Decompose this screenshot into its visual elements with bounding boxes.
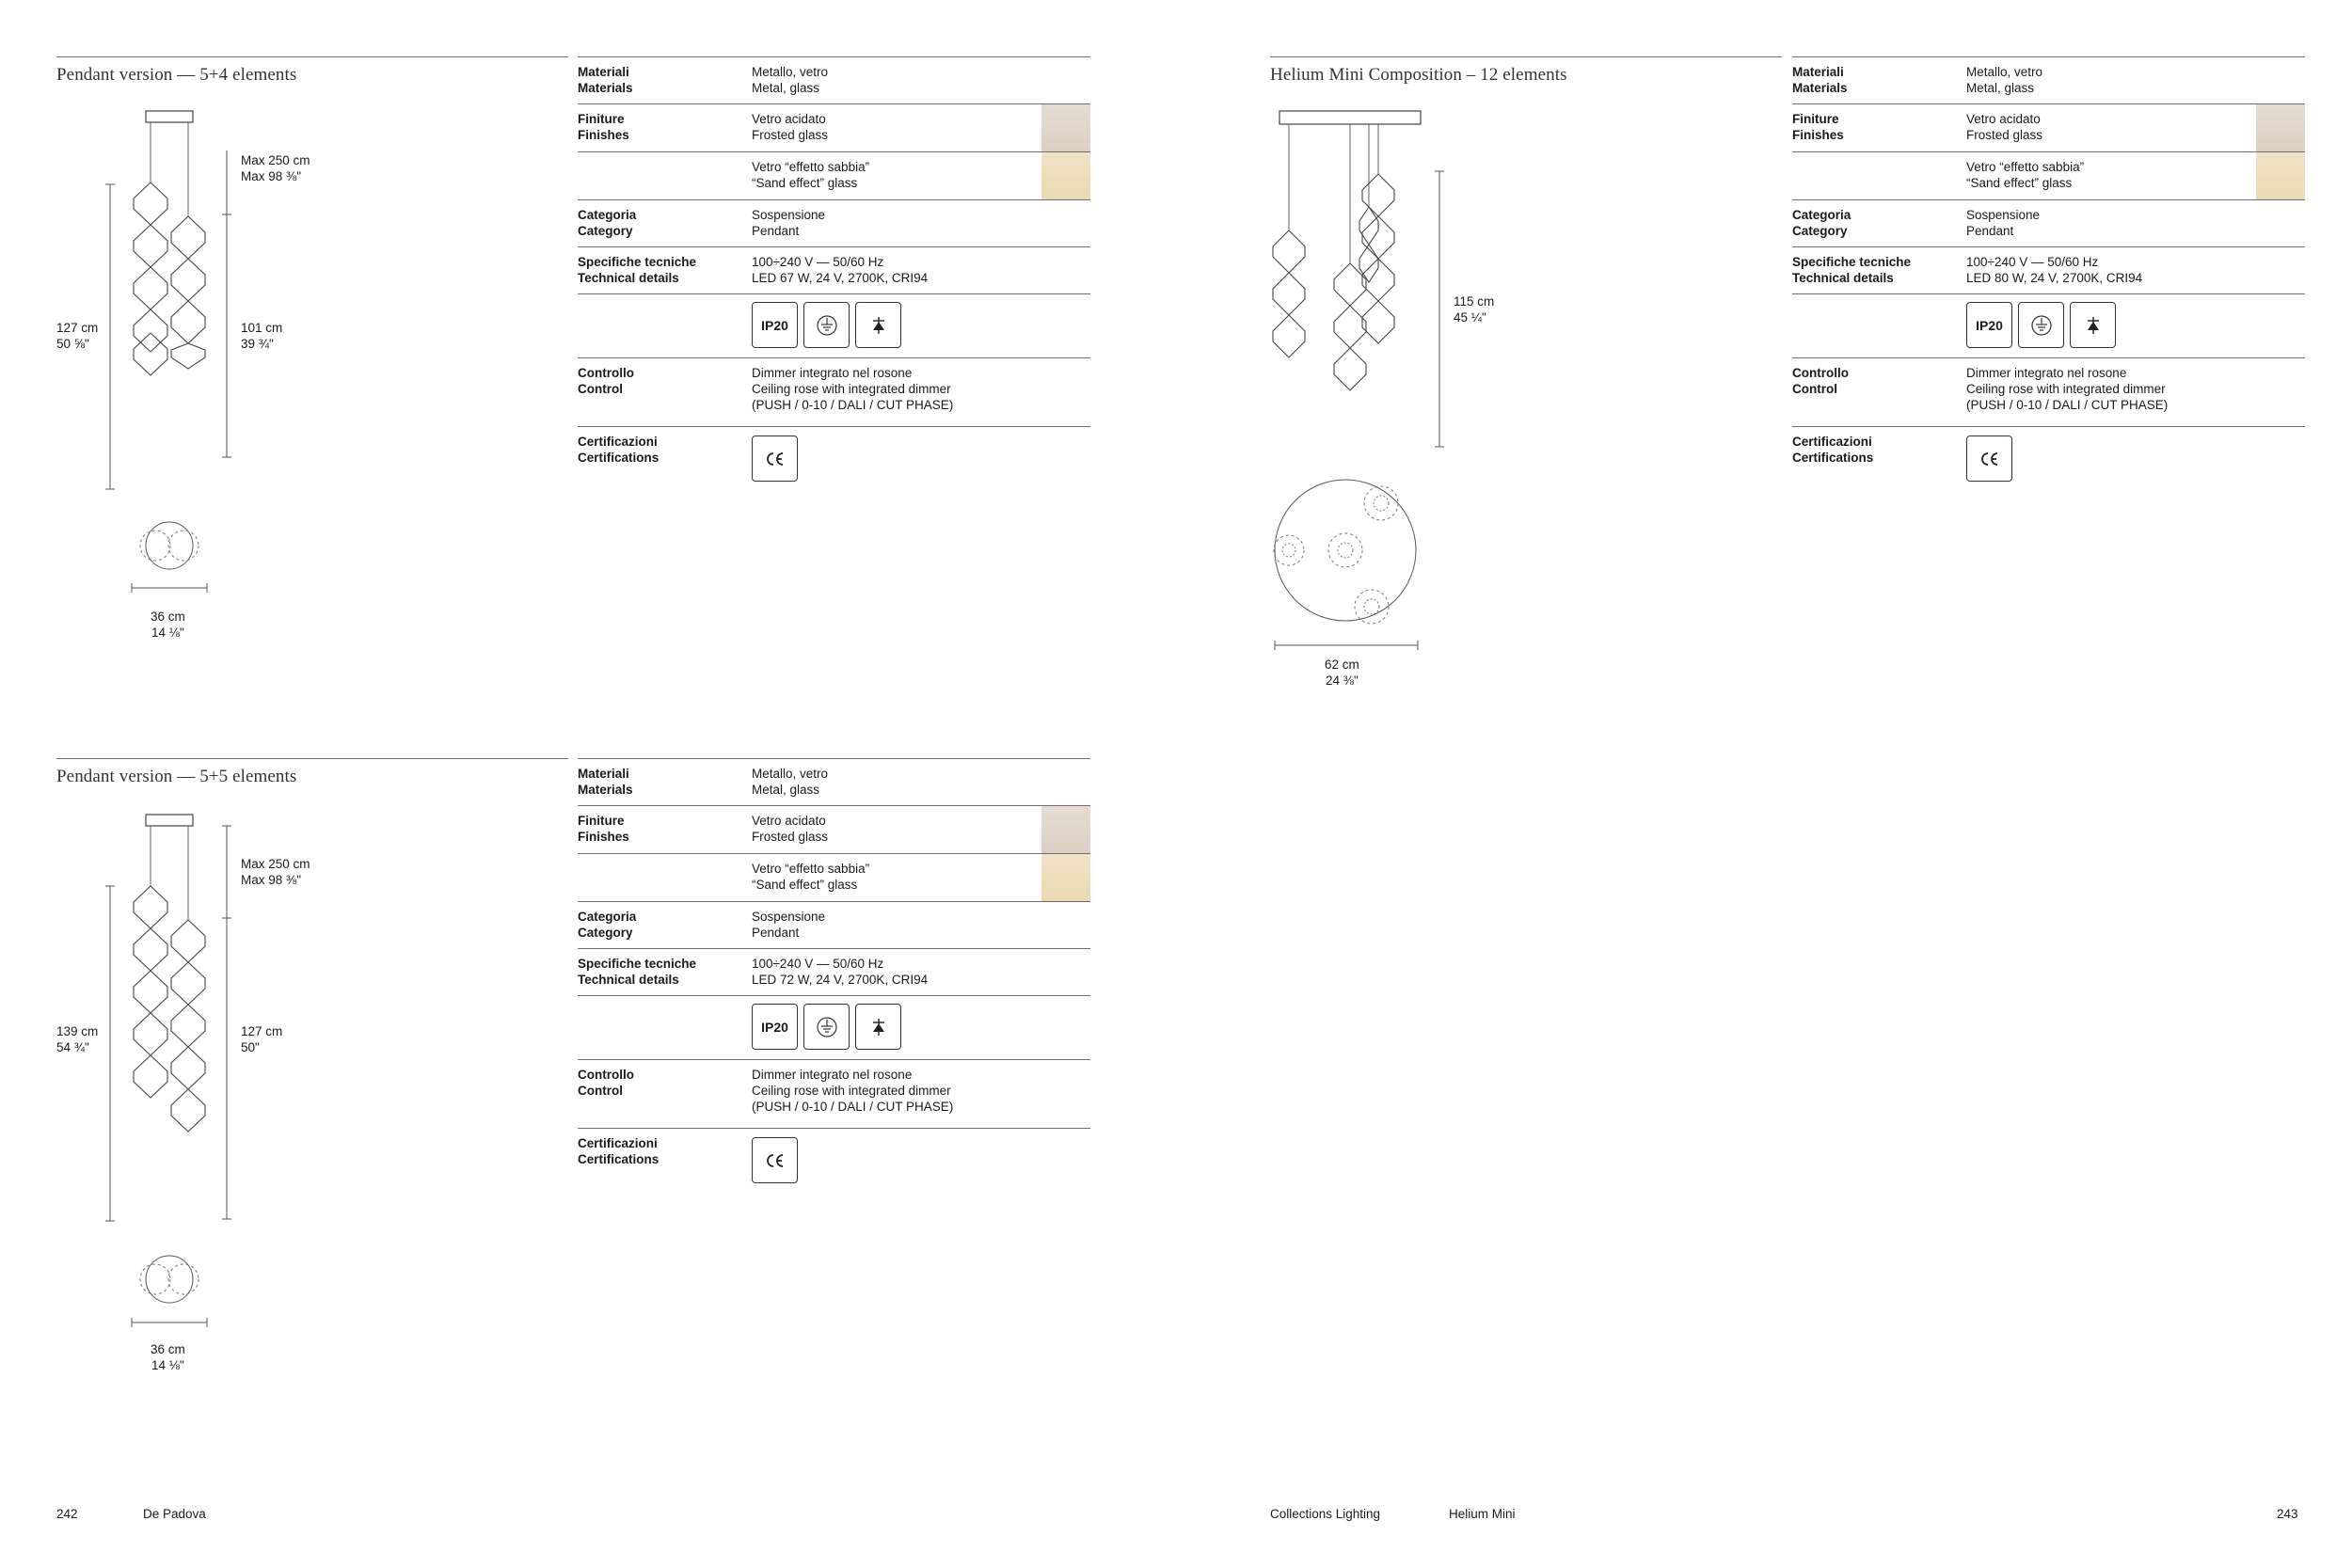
row-control: Controllo Control Dimmer integrato nel rosone Ceiling rose with integrated dimmer (PUSH / 0-10 / DALI / CUT PHASE) <box>1792 357 2305 426</box>
section-header-composition <box>1270 56 1782 86</box>
dimmable-icon <box>855 1004 901 1050</box>
row-icons <box>1792 293 2305 357</box>
row-materials: Materiali Materials Metallo, vetro Metal, glass <box>578 758 1090 805</box>
plan-view-5-4 <box>127 517 212 597</box>
ground-symbol-icon <box>2018 302 2064 348</box>
swatch-frosted <box>1041 806 1090 853</box>
footer-brand: De Padova <box>143 1507 206 1521</box>
ip20-icon: IP20 <box>1966 302 2012 348</box>
dim-width: 36 cm 14 ⅛" <box>151 1342 185 1372</box>
row-finishes-2: Vetro “effetto sabbia” “Sand effect” glass <box>578 853 1090 901</box>
footer-section: Collections Lighting <box>1270 1507 1381 1521</box>
row-category: Categoria Category Sospensione Pendant <box>578 901 1090 948</box>
row-materials: Materiali Materials Metallo, vetro Metal, glass <box>578 56 1090 103</box>
row-finishes-2: Vetro “effetto sabbia” “Sand effect” glass <box>1792 151 2305 199</box>
row-category: Categoria Category Sospensione Pendant <box>1792 199 2305 246</box>
ip20-icon: IP20 <box>752 1004 798 1050</box>
dim-width: 62 cm 24 ⅜" <box>1325 657 1359 688</box>
row-category: Categoria Category Sospensione Pendant <box>578 199 1090 246</box>
dim-right-height: 101 cm 39 ¾" <box>241 321 283 351</box>
row-control: Controllo Control Dimmer integrato nel rosone Ceiling rose with integrated dimmer (PUSH / 0-10 / DALI / CUT PHASE) <box>578 357 1090 426</box>
dim-height: 115 cm 45 ¼" <box>1454 294 1495 325</box>
dim-left-height: 139 cm 54 ¾" <box>56 1024 99 1054</box>
ce-mark-icon <box>1966 436 2012 482</box>
dimension-lines-5-4 <box>103 150 245 499</box>
spec-table-5-5 <box>578 758 1090 1193</box>
swatch-frosted <box>1041 104 1090 151</box>
row-icons <box>578 995 1090 1059</box>
dimmable-icon <box>855 302 901 348</box>
dimension-lines-5-5 <box>103 818 245 1232</box>
row-finishes: Finiture Finishes Vetro acidato Frosted glass <box>578 103 1090 151</box>
section-header-5-4 <box>56 56 568 86</box>
spec-table-composition <box>1792 56 2305 491</box>
row-technical: Specifiche tecniche Technical details 100÷240 V — 50/60 Hz LED 80 W, 24 V, 2700K, CRI94 <box>1792 246 2305 293</box>
row-technical: Specifiche tecniche Technical details 100÷240 V — 50/60 Hz LED 72 W, 24 V, 2700K, CRI94 <box>578 948 1090 995</box>
swatch-frosted <box>2256 104 2305 151</box>
section-title: Pendant version — 5+4 elements <box>56 65 297 85</box>
dim-total: Max 250 cm Max 98 ⅜" <box>241 857 310 887</box>
ce-mark-icon <box>752 1137 798 1183</box>
section-header-5-5 <box>56 758 568 787</box>
swatch-sand <box>2256 152 2305 199</box>
plan-view-5-5 <box>127 1251 212 1331</box>
row-control: Controllo Control Dimmer integrato nel rosone Ceiling rose with integrated dimmer (PUSH / 0-10 / DALI / CUT PHASE) <box>578 1059 1090 1128</box>
row-materials: Materiali Materials Metallo, vetro Metal, glass <box>1792 56 2305 103</box>
dim-right-height: 127 cm 50" <box>241 1024 283 1054</box>
ground-symbol-icon <box>803 302 850 348</box>
row-icons <box>578 293 1090 357</box>
footer-product: Helium Mini <box>1449 1507 1516 1521</box>
dim-total: Max 250 cm Max 98 ⅜" <box>241 153 310 183</box>
row-certifications: Certificazioni Certifications <box>1792 426 2305 491</box>
ground-symbol-icon <box>803 1004 850 1050</box>
dim-width: 36 cm 14 ⅛" <box>151 610 185 640</box>
composition-plan-view <box>1270 470 1430 654</box>
spec-table-5-4 <box>578 56 1090 491</box>
swatch-sand <box>1041 854 1090 901</box>
row-certifications: Certificazioni Certifications <box>578 1128 1090 1193</box>
row-finishes-2: Vetro “effetto sabbia” “Sand effect” glass <box>578 151 1090 199</box>
section-title: Pendant version — 5+5 elements <box>56 767 297 786</box>
row-technical: Specifiche tecniche Technical details 100÷240 V — 50/60 Hz LED 67 W, 24 V, 2700K, CRI94 <box>578 246 1090 293</box>
composition-drawing <box>1270 103 1515 461</box>
row-finishes: Finiture Finishes Vetro acidato Frosted glass <box>578 805 1090 853</box>
dimmable-icon <box>2070 302 2116 348</box>
row-finishes: Finiture Finishes Vetro acidato Frosted glass <box>1792 103 2305 151</box>
page-number-left: 242 <box>56 1507 78 1521</box>
dim-left-height: 127 cm 50 ⅝" <box>56 321 99 351</box>
ip20-icon: IP20 <box>752 302 798 348</box>
swatch-sand <box>1041 152 1090 199</box>
row-certifications: Certificazioni Certifications <box>578 426 1090 491</box>
section-title: Helium Mini Composition – 12 elements <box>1270 65 1567 85</box>
ce-mark-icon <box>752 436 798 482</box>
page-number-right: 243 <box>2277 1507 2298 1521</box>
